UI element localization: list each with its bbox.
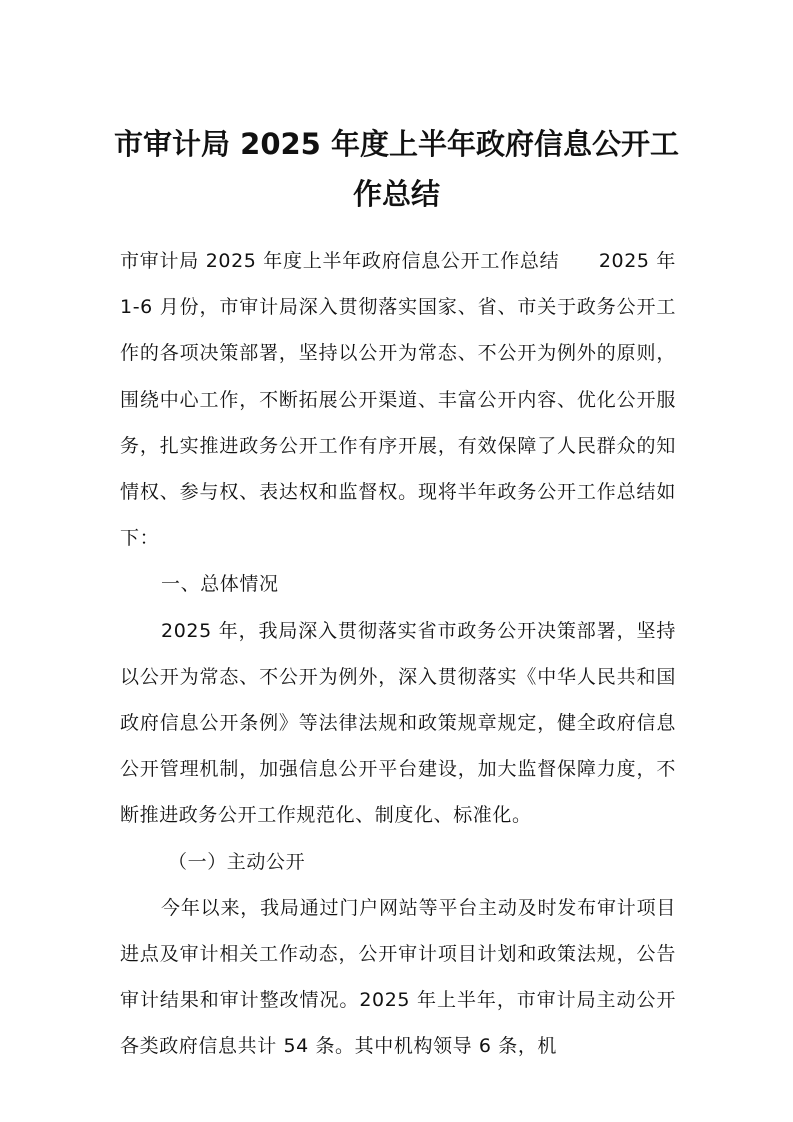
intro-paragraph: 市审计局 2025 年度上半年政府信息公开工作总结 2025 年 1-6 月份，市审计局深入贯彻落实国家、省、市关于政务公开工作的各项决策部署，坚持以公开为常态、不公开为例外的原则，围绕中心工作，不断拓展公开渠道、丰富公开内容、优化公开服务，扎实推进政务公开工作有序开展，有效保障了人民群众的知情权、参与权、表达权和监督权。现将半年政务公开工作总结如下： [120, 250, 676, 550]
document-title-line-2: 作总结 [352, 177, 440, 211]
section-heading-overall: 一、总体情况 [161, 573, 279, 596]
overall-paragraph: 2025 年，我局深入贯彻落实省市政务公开决策部署，坚持以公开为常态、不公开为例外，深入贯彻落实《中华人民共和国政府信息公开条例》等法律法规和政策规章规定，健全政府信息公开管理机制，加强信息公开平台建设，加大监督保障力度，不断推进政务公开工作规范化、制度化、标准化。 [120, 619, 676, 827]
document-body [120, 238, 676, 1070]
subsection-heading-proactive: （一）主动公开 [168, 850, 306, 873]
proactive-paragraph: 今年以来，我局通过门户网站等平台主动及时发布审计项目进点及审计相关工作动态，公开审计项目计划和政策法规，公告审计结果和审计整改情况。2025 年上半年，市审计局主动公开各类政府信息共计 54 条。其中机构领导 6 条，机 [120, 896, 676, 1058]
document-title-line-1: 市审计局 2025 年度上半年政府信息公开工 [114, 127, 679, 161]
